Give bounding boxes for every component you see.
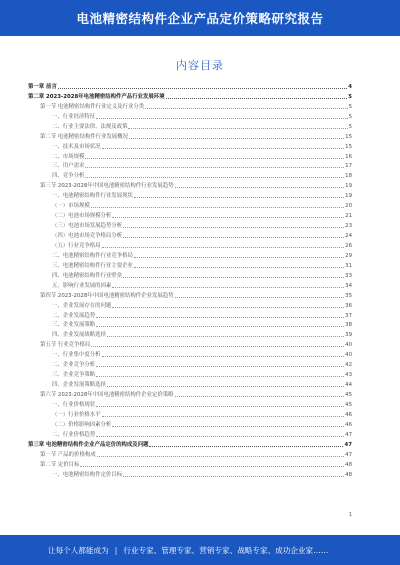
toc-entry[interactable] [28,418,352,428]
toc-entry-title: 一、行业价格现状 [52,401,96,408]
toc-entry-title: 一、行业经济特征 [52,113,96,120]
toc-entry[interactable] [28,100,352,110]
toc-leader-dots [102,247,345,248]
toc-entry-page: 15 [345,143,352,150]
toc-entry[interactable] [28,130,352,140]
toc-entry-title: 三、电池精密结构件行业主要企业 [52,262,133,269]
toc-entry-title: 一、行业集中度分析 [52,352,101,359]
toc-entry-title: 第四节 2023-2028年中国电池精密结构件企业发展趋势 [40,292,174,299]
toc-entry[interactable] [28,428,352,438]
toc-entry[interactable] [28,319,352,329]
toc-entry-page: 48 [345,461,352,468]
toc-entry-title: 二、企业发展趋势 [52,312,96,319]
toc-entry-page: 5 [348,103,352,110]
toc-entry-page: 48 [345,471,352,478]
toc-entry-title: 三、企业竞争策略 [52,372,96,379]
header-bar [0,0,400,36]
table-of-contents [28,80,352,478]
toc-entry[interactable] [28,90,352,100]
toc-entry[interactable] [28,289,352,299]
toc-leader-dots [166,98,348,99]
toc-entry[interactable] [28,229,352,239]
toc-entry-title: 四、竞争分析 [52,173,85,180]
toc-entry[interactable] [28,150,352,160]
toc-entry-page: 17 [345,163,352,170]
toc-leader-dots [129,138,344,139]
toc-entry-page: 40 [345,342,352,349]
toc-entry-page: 21 [345,213,352,220]
toc-entry-page: 36 [345,302,352,309]
toc-entry-page: 16 [345,153,352,160]
toc-leader-dots [96,317,344,318]
toc-entry[interactable] [28,448,352,458]
report-title: 电池精密结构件企业产品定价策略研究报告 [76,11,324,26]
toc-entry-title: 二、电池精密结构件行业竞争格局 [52,252,133,259]
toc-entry-title: 二、行业主要法律、法规及政策 [52,123,128,130]
toc-entry-page: 38 [345,322,352,329]
toc-leader-dots [96,118,347,119]
toc-entry-page: 26 [345,242,352,249]
toc-entry-title: 一、电池精密结构件行业发展现状 [52,193,133,200]
footer-separator: | [114,545,118,555]
toc-entry[interactable] [28,110,352,120]
toc-entry[interactable] [28,169,352,179]
toc-entry-page: 5 [348,113,352,120]
footer-roles: 行业专家、管理专家、营销专家、战略专家、成功企业家…… [123,545,329,555]
toc-entry-page: 39 [345,332,352,339]
toc-entry-title: 二、行业价格趋势 [52,431,96,438]
footer-slogan: 让每个人都能成为 [48,545,109,555]
toc-entry-title: （五）行业竞争格局 [52,242,101,249]
toc-entry-page: 31 [345,262,352,269]
toc-leader-dots [112,307,344,308]
toc-leader-dots [85,177,344,178]
toc-entry[interactable] [28,328,352,338]
toc-entry-page: 47 [344,441,352,448]
toc-entry[interactable] [28,408,352,418]
toc-entry-title: 三、用户需求 [52,163,85,170]
toc-leader-dots [175,187,345,188]
toc-entry-page: 33 [345,272,352,279]
toc-entry-page: 23 [345,223,352,230]
toc-leader-dots [112,217,344,218]
toc-entry-title: 四、电池精密结构件行业壁垒 [52,272,123,279]
toc-leader-dots [91,207,344,208]
toc-entry-title: （三）电池市场发展趋势分析 [52,223,123,230]
toc-leader-dots [96,406,344,407]
toc-leader-dots [107,336,344,337]
toc-leader-dots [102,148,345,149]
toc-entry-page: 5 [348,93,352,100]
toc-leader-dots [123,277,344,278]
toc-entry[interactable] [28,309,352,319]
toc-entry[interactable] [28,388,352,398]
toc-entry-title: （二）电池市场规模分析 [52,213,112,220]
toc-entry-title: 第三节 2023-2028年中国电池精密结构件行业发展趋势 [40,183,174,190]
toc-entry-title: 第一节 产品的价格构成 [40,451,96,458]
toc-entry[interactable] [28,378,352,388]
toc-leader-dots [149,446,343,447]
toc-entry-page: 47 [345,451,352,458]
toc-entry[interactable] [28,269,352,279]
toc-entry-title: 第五节 行业竞争格局 [40,342,91,349]
toc-leader-dots [112,287,344,288]
toc-leader-dots [134,197,344,198]
toc-entry-page: 18 [345,173,352,180]
toc-entry[interactable] [28,398,352,408]
toc-entry-page: 46 [345,421,352,428]
toc-entry[interactable] [28,438,352,448]
toc-leader-dots [128,128,347,129]
toc-leader-dots [96,376,344,377]
toc-leader-dots [85,158,344,159]
toc-entry[interactable] [28,348,352,358]
toc-entry-title: 二、市场规模 [52,153,85,160]
toc-entry-page: 34 [345,282,352,289]
toc-entry[interactable] [28,209,352,219]
toc-entry-page: 40 [345,352,352,359]
toc-leader-dots [102,416,345,417]
toc-leader-dots [123,227,344,228]
toc-leader-dots [134,267,344,268]
toc-entry-title: 第三章 电池精密结构件企业产品定价的构成及问题 [28,441,149,448]
toc-entry-page: 5 [348,123,352,130]
toc-entry-page: 37 [345,312,352,319]
toc-entry[interactable] [28,199,352,209]
toc-entry-page: 46 [345,411,352,418]
toc-entry-page: 20 [345,203,352,210]
toc-entry-title: 第二章 2023-2028年电池精密结构件产品行业发展环境 [28,93,165,100]
toc-entry-title: 四、企业发展策略选择 [52,382,106,389]
toc-entry-title: 二、企业竞争分析 [52,362,96,369]
toc-entry-title: 三、企业发展策略 [52,322,96,329]
toc-entry[interactable] [28,259,352,269]
toc-entry-page: 45 [345,392,352,398]
toc-entry-title: 第二节 电池精密结构件行业发展概况 [40,133,128,140]
toc-leader-dots [96,366,344,367]
toc-entry-page: 19 [345,183,352,190]
toc-entry-page: 47 [345,431,352,438]
toc-entry-page: 15 [345,133,352,140]
toc-entry-title: 一、企业发展存在的问题 [52,302,112,309]
toc-leader-dots [80,466,344,467]
toc-leader-dots [123,237,344,238]
toc-entry[interactable] [28,140,352,150]
toc-entry-page: 44 [345,382,352,389]
toc-leader-dots [85,167,344,168]
toc-entry[interactable] [28,338,352,348]
toc-entry[interactable] [28,358,352,368]
toc-entry[interactable] [28,368,352,378]
toc-entry-title: 四、企业发展战略选择 [52,332,106,339]
toc-entry-page: 43 [345,372,352,379]
toc-entry-page: 35 [345,292,352,299]
toc-entry-page: 4 [348,83,352,90]
toc-leader-dots [102,356,345,357]
toc-entry[interactable] [28,299,352,309]
toc-leader-dots [97,456,345,457]
toc-entry[interactable] [28,179,352,189]
toc-entry-title: 一、电池精密结构件定价目标 [52,471,123,478]
toc-entry-title: 五、影响行业发展的因素 [52,282,112,289]
toc-entry-title: 一、技术及市场状况 [52,143,101,150]
toc-entry-title: （一）市场规模 [52,203,90,210]
page-number: 1 [348,512,352,518]
toc-entry-page: 29 [345,252,352,259]
toc-entry-title: 第一章 前言 [28,83,57,90]
toc-entry-title: 第一节 电池精密结构件行业定义及行业分类 [40,103,145,110]
toc-leader-dots [134,257,344,258]
toc-leader-dots [96,436,344,437]
toc-entry[interactable] [28,120,352,130]
toc-entry-page: 45 [345,401,352,408]
toc-entry-title: （一）行业价格水平 [52,411,101,418]
toc-leader-dots [123,476,344,477]
toc-entry-page: 19 [345,193,352,200]
footer-bar [0,535,400,565]
toc-leader-dots [175,396,345,397]
toc-entry-title: （二）价格影响因素分析 [52,421,112,428]
toc-entry[interactable] [28,160,352,170]
toc-entry[interactable] [28,189,352,199]
toc-entry[interactable] [28,458,352,468]
toc-entry-title: 第二节 定价目标 [40,461,80,468]
toc-leader-dots [145,108,347,109]
toc-leader-dots [58,88,347,89]
toc-leader-dots [91,346,344,347]
toc-entry[interactable] [28,249,352,259]
toc-entry[interactable] [28,219,352,229]
toc-entry[interactable] [28,80,352,90]
toc-entry[interactable] [28,279,352,289]
toc-leader-dots [175,297,345,298]
toc-entry-title: （四）电池市场竞争格局分析 [52,233,123,239]
toc-heading: 内容目录 [176,59,224,72]
toc-entry-page: 42 [345,362,352,369]
toc-leader-dots [112,426,344,427]
toc-entry[interactable] [28,468,352,478]
toc-entry-page: 24 [345,233,352,239]
toc-leader-dots [96,326,344,327]
toc-leader-dots [107,386,344,387]
toc-entry-title: 第六节 2023-2028年中国电池精密结构件企业定价策略 [40,392,174,398]
toc-entry[interactable] [28,239,352,249]
